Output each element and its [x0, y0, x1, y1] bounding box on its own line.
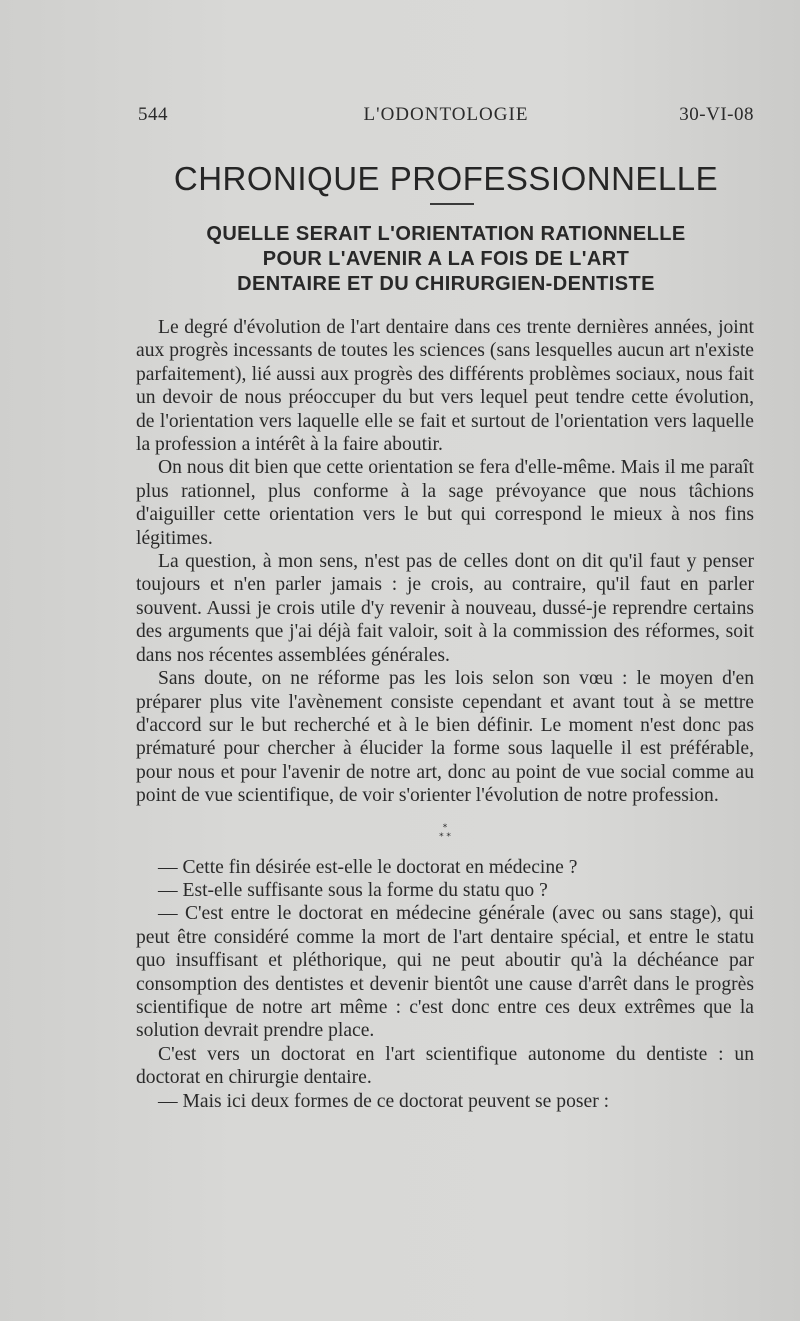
article-title-line-1: QUELLE SERAIT L'ORIENTATION RATIONNELLE [206, 223, 686, 245]
asterism-top: * [442, 822, 448, 833]
article-title [136, 222, 756, 297]
paragraph: La question, à mon sens, n'est pas de celles dont on dit qu'il faut y penser toujours et n'en parler jamais : je crois, au contraire, qu'il faut en parler souvent. Aussi je crois utile d'y revenir à nouveau, dussé-je reprendre certains des arguments que j'ai déjà fait valoir, soit à la commission des réformes, soit dans nos récentes assemblées générales. [136, 551, 754, 666]
paragraph: — Est-elle suffisante sous la forme du statu quo ? [158, 879, 548, 901]
paragraph: C'est vers un doctorat en l'art scientifique autonome du dentiste : un doctorat en chirurgie dentaire. [136, 1043, 754, 1089]
section-title: CHRONIQUE PROFESSIONNELLE [173, 160, 719, 197]
asterism-separator [136, 824, 754, 842]
journal-name: L'ODONTOLOGIE [363, 104, 529, 125]
paragraph: — C'est entre le doctorat en médecine générale (avec ou sans stage), qui peut être considéré comme la mort de l'art dentaire spécial, et entre le statu quo insuffisant et pléthorique, qui ne peut aboutir qu'à la déchéance par consomption des dentistes et devenir bientôt une cause d'arrêt dans le progrès scientifique de notre art même : c'est donc entre ces deux extrêmes que la solution devrait prendre place. [136, 903, 754, 1042]
paragraph: Le degré d'évolution de l'art dentaire dans ces trente dernières années, joint aux progrès incessants de toutes les sciences (sans lesquelles aucun art n'existe parfaitement), lié aussi aux progrès des différents problèmes sociaux, nous fait un devoir de nous préoccuper du but vers lequel peut tendre cette évolution, de l'orientation vers laquelle elle se fait et surtout de l'orientation vers laquelle la profession a intérêt à la faire aboutir. [136, 317, 754, 456]
page-number: 544 [138, 104, 168, 125]
paragraph: — Mais ici deux formes de ce doctorat peuvent se poser : [158, 1090, 610, 1112]
paragraph: On nous dit bien que cette orientation se fera d'elle-même. Mais il me paraît plus rationnel, plus conforme à la sage prévoyance que nous tâchions d'aiguiller cette orientation vers le but qui correspond le mieux à nos fins légitimes. [136, 457, 754, 549]
issue-date: 30-VI-08 [679, 104, 754, 125]
article-title-line-3: DENTAIRE ET DU CHIRURGIEN-DENTISTE [237, 273, 655, 295]
running-head [138, 104, 754, 134]
article-title-line-2: POUR L'AVENIR A LA FOIS DE L'ART [262, 248, 630, 270]
asterism-bottom: * * [439, 831, 451, 842]
article-body [136, 316, 754, 1113]
title-rule [430, 203, 474, 205]
paragraph: Sans doute, on ne réforme pas les lois selon son vœu : le moyen d'en préparer plus vite l'avènement consiste cependant et avant tout à se mettre d'accord sur le but recherché et à le bien définir. Le moment n'est donc pas prématuré pour chercher à élucider la forme sous laquelle il est préférable, pour nous et pour l'avenir de notre art, donc au point de vue social comme au point de vue scientifique, de voir s'orienter l'évolution de notre profession. [136, 668, 754, 807]
paragraph: — Cette fin désirée est-elle le doctorat en médecine ? [158, 856, 578, 878]
